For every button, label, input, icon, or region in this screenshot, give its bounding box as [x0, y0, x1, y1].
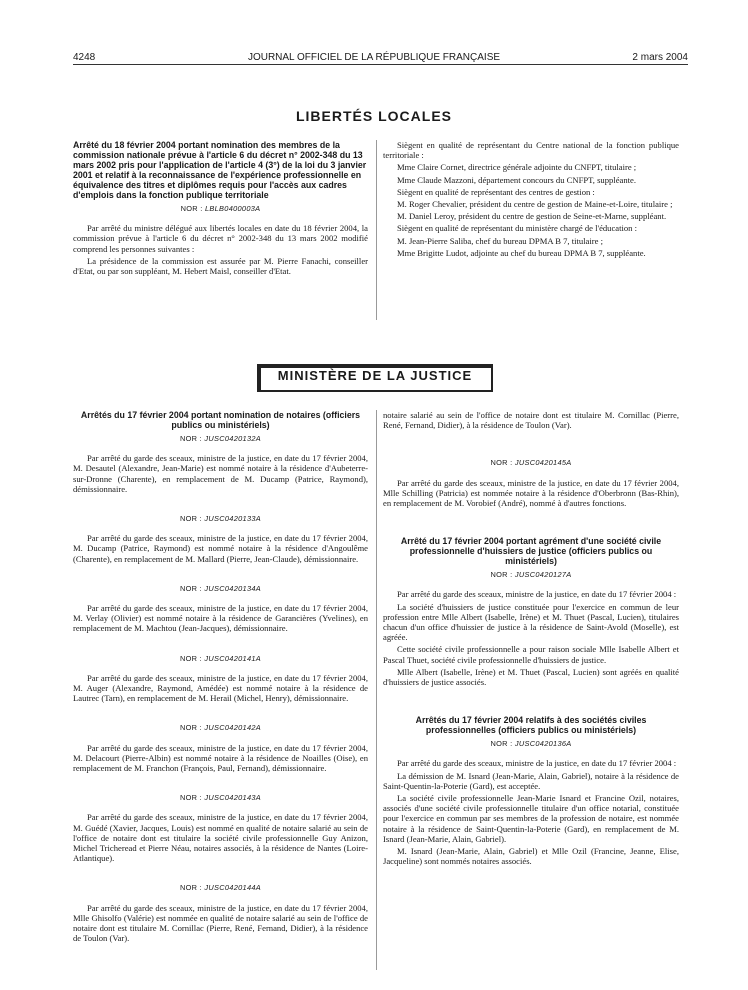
- paragraph-continued: Par arrêté du garde des sceaux, ministre de la justice, en date du 17 février 2004, Mlle Ghisolfo (Valérie) est nommée en qualité de notaire salarié au sein de l'office de notaire dont est titulaire M. Cornillac (Pierre, René, Fernand, Didier), à la résidence de Toulon (Var).: [73, 902, 368, 944]
- journal-title: JOURNAL OFFICIEL DE LA RÉPUBLIQUE FRANÇAISE: [247, 52, 501, 63]
- nor-reference: NOR : JUSC0420141A: [180, 653, 261, 663]
- page-header: [0, 0, 748, 62]
- paragraph: La démission de M. Isnard (Jean-Marie, Alain, Gabriel), notaire à la résidence de Saint-Quentin-la-Poterie (Gard), est acceptée.: [383, 770, 679, 791]
- paragraph-continuation: notaire salarié au sein de l'office de notaire dont est titulaire M. Cornillac (Pierre, René, Fernand, Didier), à la résidence de Toulon (Var).: [383, 410, 679, 431]
- societes-arrete-title: Arrêtés du 17 février 2004 relatifs à des sociétés civiles professionnelles (officiers publics ou ministériels): [415, 715, 647, 736]
- justice-right-column: [383, 410, 679, 868]
- paragraph: Par arrêté du garde des sceaux, ministre de la justice, en date du 17 février 2004, Mlle Schilling (Patricia) est nommée notaire à la résidence d'Oberbronn (Bas-Rhin), en remplacement de M. Vorobief (André), nommé à d'autres fonctions.: [383, 477, 679, 509]
- column-divider: [376, 140, 377, 320]
- nor-reference: NOR : JUSC0420133A: [180, 514, 261, 524]
- paragraph: Cette société civile professionnelle a pour raison sociale Mlle Isabelle Albert et Pascal Thuet, société civile professionnelle d'huissiers de justice.: [383, 644, 679, 665]
- nor-reference: NOR : JUSC0420144A: [180, 883, 261, 893]
- paragraph: Par arrêté du ministre délégué aux libertés locales en date du 18 février 2004, la commission prévue à l'article 6 du décret n° 2002-348 du 13 mars 2002 modifié comprend les personnes suivantes :: [73, 223, 368, 254]
- page-number: 4248: [73, 52, 96, 63]
- paragraph: Par arrêté du garde des sceaux, ministre de la justice, en date du 17 février 2004 :: [397, 589, 677, 600]
- libertes-arrete-title: Arrêté du 18 février 2004 portant nomination des membres de la commission nationale prévue à l'article 6 du décret n° 2002-348 du 13 mars 2002 pris pour l'application de l'article 4 (3°) de la loi du 3 janvier 2001 et relatif à la reconnaissance de l'expérience professionnelle en équivalence des titres et diplômes requis pour l'accès aux cadres d'emplois dans la fonction publique territoriale: [73, 140, 367, 200]
- paragraph: M. Jean-Pierre Saliba, chef du bureau DPMA B 7, titulaire ;: [397, 235, 603, 246]
- justice-left-column: [73, 410, 368, 944]
- paragraph: La société d'huissiers de justice constituée pour l'exercice en commun de leur profession entre Mlle Albert (Isabelle, Irène) et M. Thuet (Pascal, Lucien), titulaires chacun d'un office d'huissier de justice à la résidence de Saint-Avold (Moselle), est agréée.: [383, 601, 679, 643]
- huissiers-arrete-title: Arrêté du 17 février 2004 portant agrément d'une société civile professionnelle d'huissiers de justice (officiers publics ou ministériels): [400, 536, 662, 567]
- issue-date: 2 mars 2004: [632, 52, 688, 63]
- paragraph: Mme Brigitte Ludot, adjointe au chef du bureau DPMA B 7, suppléante.: [397, 247, 646, 258]
- nor-reference: NOR : LBLB0400003A: [180, 204, 261, 213]
- paragraph: M. Daniel Leroy, président du centre de gestion de Seine-et-Marne, suppléant.: [397, 211, 667, 222]
- nor-reference: NOR : JUSC0420136A: [490, 739, 572, 749]
- paragraph: M. Isnard (Jean-Marie, Alain, Gabriel) et Mlle Ozil (Francine, Jeanne, Elise, Jacqueline) sont nommés notaires associés.: [383, 846, 679, 867]
- nor-reference: NOR : JUSC0420132A: [180, 434, 261, 443]
- paragraph: Siègent en qualité de représentant du Centre national de la fonction publique territoriale :: [383, 140, 679, 161]
- paragraph: Siègent en qualité de représentant du ministère chargé de l'éducation :: [397, 223, 638, 234]
- paragraph: Par arrêté du garde des sceaux, ministre de la justice, en date du 17 février 2004, M. Guédé (Xavier, Jacques, Louis) est nommé en qualité de notaire salarié au sein de l'office de notaire dont est titulaire la société civile professionnelle Guy Anizon, Michel Tricheread et Pierre Néau, notaires associés, à la résidence de Nantes (Loire-Atlantique).: [73, 812, 368, 864]
- paragraph: Par arrêté du garde des sceaux, ministre de la justice, en date du 17 février 2004, M. Ducamp (Patrice, Raymond) est nommé notaire à la résidence d'Angoulême (Charente), en remplacement de M. Mallard (Pierre, Jean-Claude), démissionnaire.: [73, 533, 368, 564]
- libertes-right-column: [383, 140, 679, 260]
- paragraph: La présidence de la commission est assurée par M. Pierre Fanachi, conseiller d'Etat, ou par son suppléant, M. Hebert Maisl, conseiller d'Etat.: [73, 255, 368, 277]
- section-heading-libertes: LIBERTÉS LOCALES: [295, 108, 452, 124]
- nor-reference: NOR : JUSC0420134A: [180, 583, 261, 593]
- section-heading-justice: MINISTÈRE DE LA JUSTICE: [277, 368, 473, 383]
- paragraph: Par arrêté du garde des sceaux, ministre de la justice, en date du 17 février 2004, M. Verlay (Olivier) est nommé notaire à la résidence de Garancières (Yvelines), en remplacement de M. Machtou (Jean-Jacques), démissionnaire.: [73, 603, 368, 634]
- paragraph: Par arrêté du garde des sceaux, ministre de la justice, en date du 17 février 2004, M. Delacourt (Pierre-Albin) est nommé notaire à la résidence de Noailles (Oise), en remplacement de M. Franchon (François, Paul, Fernand), démissionnaire.: [73, 742, 368, 774]
- libertes-left-column: [73, 140, 368, 278]
- column-divider: [376, 410, 377, 970]
- nor-reference: NOR : JUSC0420145A: [490, 458, 572, 468]
- paragraph: Par arrêté du garde des sceaux, ministre de la justice, en date du 17 février 2004, M. Desautel (Alexandre, Jean-Marie) est nommé notaire à la résidence d'Aubeterre-sur-Dronne (Charente), en remplacement de M. Ducamp (Patrice, Raymond), démissionnaire.: [73, 453, 368, 494]
- nor-reference: NOR : JUSC0420127A: [490, 570, 572, 580]
- paragraph: Siègent en qualité de représentant des centres de gestion :: [397, 186, 595, 197]
- header-rule: [73, 64, 688, 65]
- notaires-arrete-title: Arrêtés du 17 février 2004 portant nomination de notaires (officiers publics ou ministériels): [80, 410, 361, 430]
- paragraph: Mme Claire Cornet, directrice générale adjointe du CNFPT, titulaire ;: [397, 162, 637, 173]
- nor-reference: NOR : JUSC0420143A: [180, 793, 261, 803]
- paragraph: Par arrêté du garde des sceaux, ministre de la justice, en date du 17 février 2004, M. Auger (Alexandre, Raymond, Amédée) est nommé notaire à la résidence de Lautrec (Tarn), en remplacement de M. Herail (Michel, Henry), démissionnaire.: [73, 672, 368, 704]
- paragraph: Par arrêté du garde des sceaux, ministre de la justice, en date du 17 février 2004 :: [397, 758, 677, 769]
- paragraph: Mme Claude Mazzoni, département concours du CNFPT, suppléante.: [397, 174, 636, 185]
- nor-reference: NOR : JUSC0420142A: [180, 723, 261, 733]
- paragraph: Mlle Albert (Isabelle, Irène) et M. Thuet (Pascal, Lucien) sont agréés en qualité d'huissiers de justice associés.: [383, 666, 679, 688]
- paragraph: M. Roger Chevalier, président du centre de gestion de Maine-et-Loire, titulaire ;: [397, 199, 673, 210]
- paragraph: La société civile professionnelle Jean-Marie Isnard et Francine Ozil, notaires, associés d'une société civile professionnelle titulaire d'un office notarial, constituée pour l'exercice en commun par ses membres de la profession de notaire, est nommée notaire à la résidence de Saint-Quentin-la-Poterie (Gard), en remplacement de M. Isnard (Jean-Marie, Alain, Gabriel).: [383, 793, 679, 844]
